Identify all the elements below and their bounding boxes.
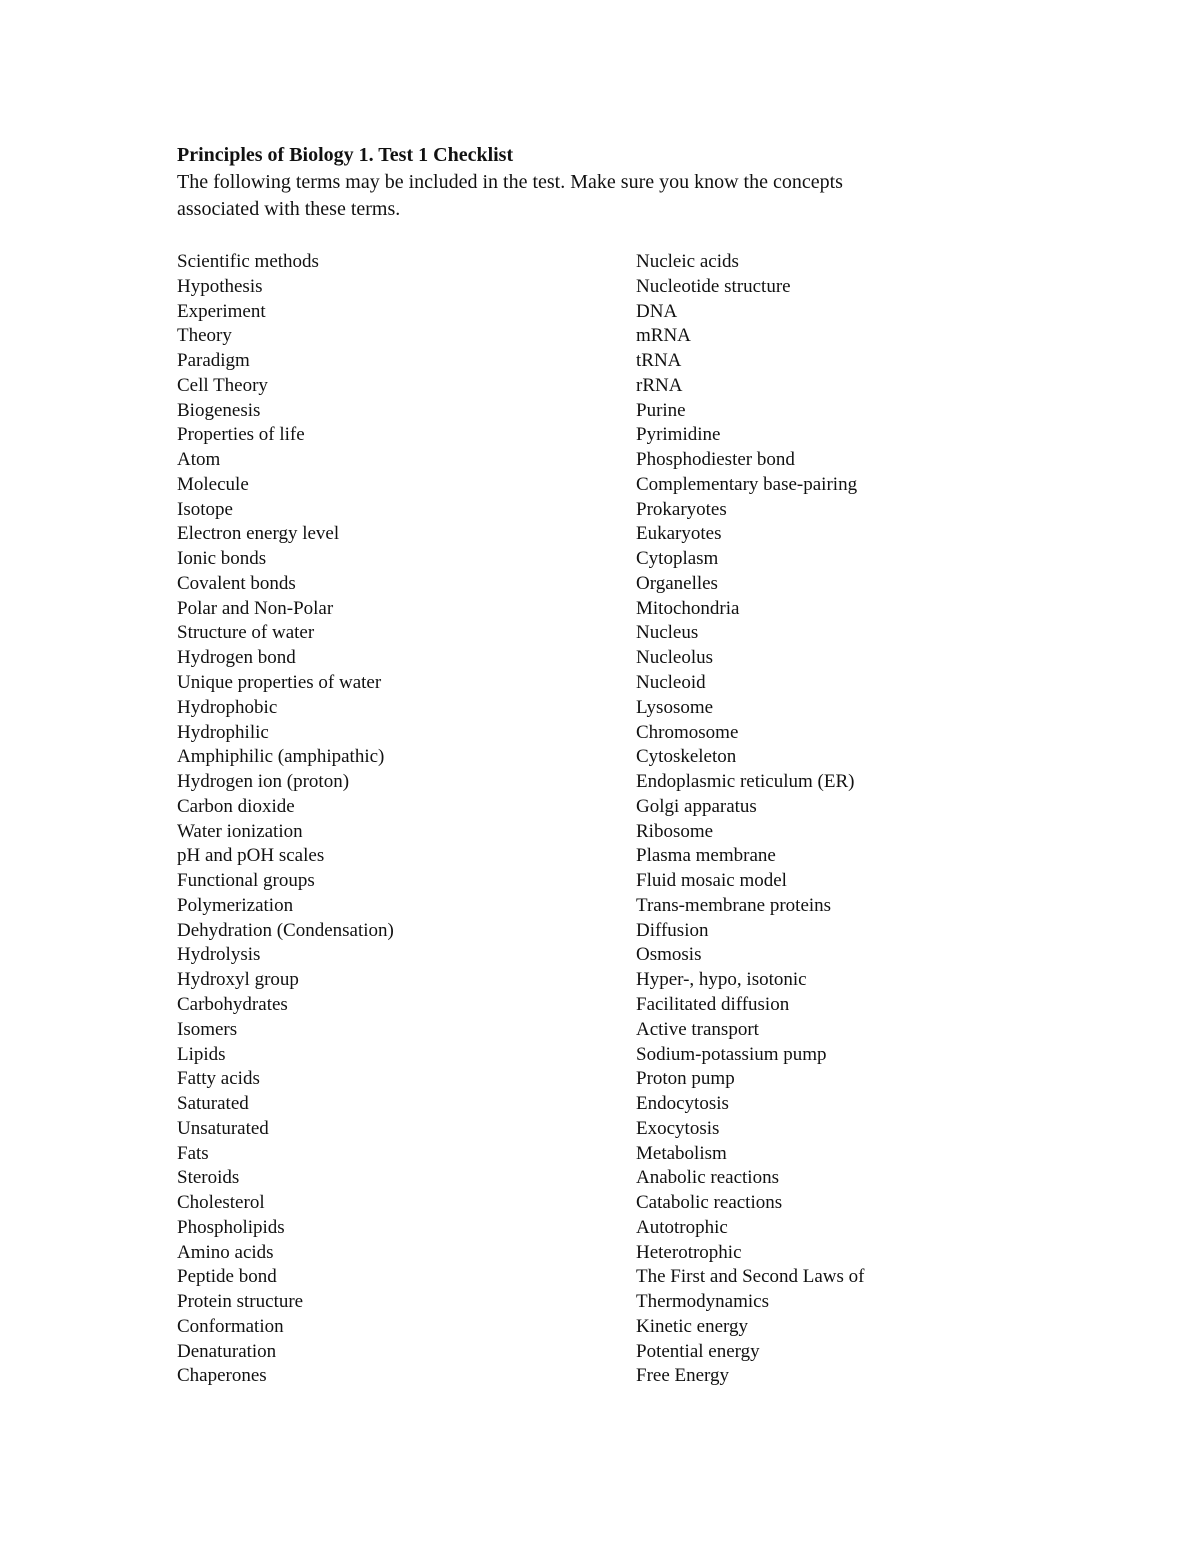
term-item: Amino acids [177,1241,274,1263]
term-item: Osmosis [636,944,702,966]
term-item: Free Energy [636,1365,730,1387]
term-item: Facilitated diffusion [636,993,790,1015]
term-item: Cytoskeleton [636,746,737,768]
term-item: Nucleoid [636,672,706,694]
term-item: Pyrimidine [636,424,721,446]
term-item: Nucleic acids [636,251,739,272]
term-item: Polymerization [177,894,294,916]
term-item: Nucleotide structure [636,275,791,297]
term-item: Dehydration (Condensation) [177,919,394,941]
term-item: Hydrogen ion (proton) [177,771,350,793]
terms-list-right [636,250,864,1389]
term-item: Hyper-, hypo, isotonic [636,969,807,991]
term-item: Fatty acids [177,1068,260,1090]
term-item: Ionic bonds [177,548,267,570]
term-item: Trans-membrane proteins [636,894,832,916]
term-item: DNA [636,300,678,322]
term-item: Nucleus [636,622,699,644]
term-item: Peptide bond [177,1266,277,1288]
term-item: Thermodynamics [636,1291,769,1313]
term-item: Cholesterol [177,1192,265,1214]
term-item: Organelles [636,572,718,594]
intro-line: associated with these terms. [177,198,401,220]
term-item: Atom [177,449,221,471]
term-item: Carbon dioxide [177,795,295,817]
term-item: Diffusion [636,919,709,941]
term-item: Biogenesis [177,399,261,421]
term-item: Isomers [177,1018,238,1040]
term-item: Paradigm [177,350,250,372]
term-item: Denaturation [177,1340,277,1362]
term-item: Metabolism [636,1142,727,1164]
term-item: Hydroxyl group [177,969,299,991]
term-item: Molecule [177,473,249,495]
term-item: Fats [177,1142,209,1164]
term-item: Structure of water [177,622,315,644]
term-item: Unique properties of water [177,672,382,694]
term-item: Conformation [177,1315,284,1337]
term-item: mRNA [636,325,691,347]
term-item: Saturated [177,1093,249,1115]
term-item: Sodium-potassium pump [636,1043,827,1065]
term-item: Mitochondria [636,597,740,619]
term-item: Hypothesis [177,275,263,297]
term-item: Electron energy level [177,523,340,545]
term-item: Potential energy [636,1340,760,1362]
term-item: Polar and Non-Polar [177,597,334,619]
terms-list-left [177,250,394,1389]
term-item: Cell Theory [177,374,268,396]
term-item: Cytoplasm [636,548,719,570]
term-item: Active transport [636,1018,759,1040]
term-item: Complementary base-pairing [636,473,858,495]
term-item: Chromosome [636,721,739,743]
term-item: Phosphodiester bond [636,449,795,471]
term-item: Covalent bonds [177,572,296,594]
term-item: Carbohydrates [177,993,288,1015]
term-item: Steroids [177,1167,240,1189]
term-item: Purine [636,399,686,421]
term-item: Hydrolysis [177,944,261,966]
term-item: Exocytosis [636,1117,720,1139]
term-item: Lipids [177,1043,226,1065]
term-item: Properties of life [177,424,305,446]
term-item: Prokaryotes [636,498,727,520]
term-item: Endocytosis [636,1093,729,1115]
intro-paragraph [177,169,997,223]
term-item: rRNA [636,374,683,396]
term-item: Kinetic energy [636,1315,749,1337]
term-item: Anabolic reactions [636,1167,779,1189]
term-item: Autotrophic [636,1216,728,1238]
term-item: Experiment [177,300,266,322]
term-item: Eukaryotes [636,523,722,545]
term-item: Hydrogen bond [177,647,296,669]
term-item: Amphiphilic (amphipathic) [177,746,385,768]
term-item: Golgi apparatus [636,795,757,817]
term-item: Catabolic reactions [636,1192,783,1214]
term-item: Ribosome [636,820,714,842]
document-title: Principles of Biology 1. Test 1 Checklist [177,144,514,166]
term-item: Isotope [177,498,233,520]
term-item: tRNA [636,350,682,372]
term-item: The First and Second Laws of [636,1266,865,1288]
term-item: Water ionization [177,820,303,842]
term-item: Endoplasmic reticulum (ER) [636,771,855,793]
intro-line: The following terms may be included in the test. Make sure you know the concepts [177,171,843,193]
term-item: Nucleolus [636,647,714,669]
term-item: Lysosome [636,696,714,718]
term-item: Phospholipids [177,1216,285,1238]
term-item: Heterotrophic [636,1241,742,1263]
term-item: Plasma membrane [636,845,776,867]
term-item: Chaperones [177,1365,267,1387]
term-item: Functional groups [177,870,315,892]
term-item: Hydrophobic [177,696,278,718]
term-item: pH and pOH scales [177,845,325,867]
term-item: Proton pump [636,1068,735,1090]
term-item: Fluid mosaic model [636,870,787,892]
term-item: Protein structure [177,1291,304,1313]
term-item: Hydrophilic [177,721,269,743]
term-item: Theory [177,325,232,347]
term-item: Unsaturated [177,1117,269,1139]
term-item: Scientific methods [177,251,319,272]
